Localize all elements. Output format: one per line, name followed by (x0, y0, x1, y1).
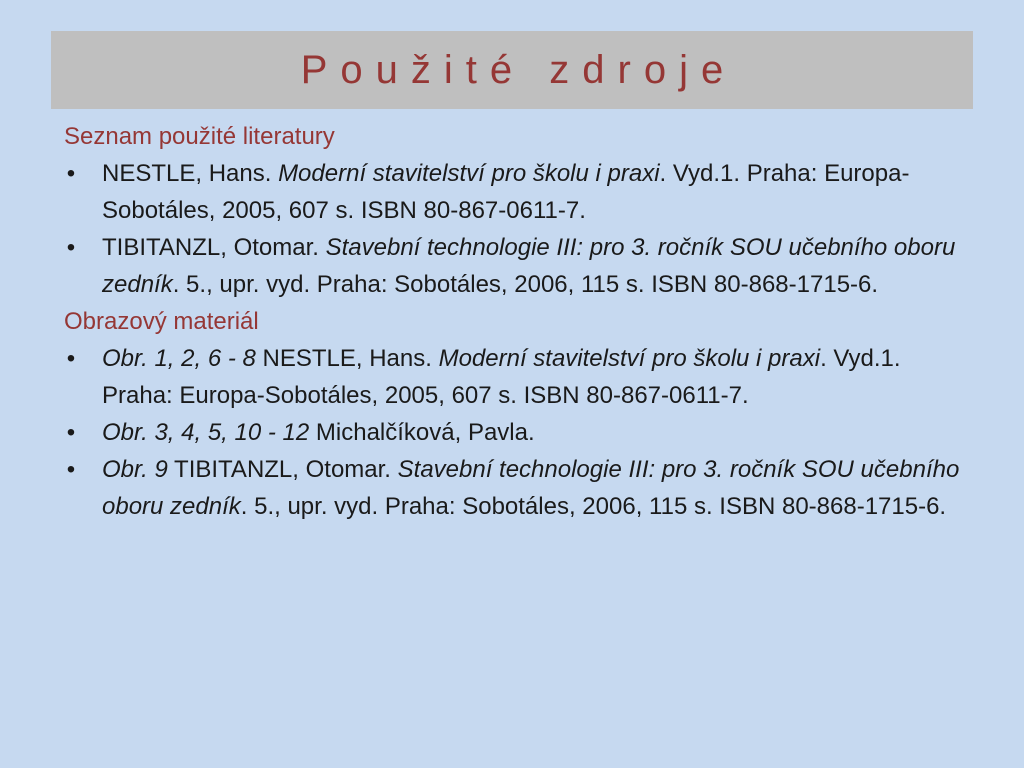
reference-segment: . Vyd.1. Praha: Europa-Sobotáles, 2005, 607 s. ISBN 80-867-0611-7. (102, 160, 910, 224)
reference-italic-segment: Moderní stavitelství pro školu i praxi (278, 160, 660, 187)
reference-item (64, 451, 964, 525)
section-heading: Obrazový materiál (64, 308, 259, 335)
reference-italic-segment: Obr. 9 (102, 456, 168, 483)
reference-text (102, 229, 964, 303)
slide-content (64, 118, 964, 525)
reference-italic-segment: Stavební technologie III: pro 3. ročník SOU učebního oboru zedník (102, 456, 960, 520)
bullet-icon: • (66, 419, 76, 446)
reference-item (64, 414, 964, 451)
reference-segment: . 5., upr. vyd. Praha: Sobotáles, 2006, 115 s. ISBN 80-868-1715-6. (240, 493, 947, 520)
reference-segment: TIBITANZL, Otomar. (167, 456, 398, 483)
reference-item (64, 340, 964, 414)
reference-text (102, 414, 964, 451)
reference-text (102, 155, 964, 229)
reference-segment: TIBITANZL, Otomar. (102, 234, 326, 261)
bullet-icon: • (66, 345, 76, 372)
slide-title: Použité zdroje (300, 47, 737, 92)
reference-segment: NESTLE, Hans. (102, 160, 279, 187)
reference-item (64, 229, 964, 303)
reference-item (64, 155, 964, 229)
reference-text (102, 451, 964, 525)
reference-segment: Michalčíková, Pavla. (309, 419, 535, 446)
section-heading: Seznam použité literatury (64, 123, 335, 150)
bullet-icon: • (66, 160, 76, 187)
bullet-icon: • (66, 456, 76, 483)
reference-segment: . 5., upr. vyd. Praha: Sobotáles, 2006, 115 s. ISBN 80-868-1715-6. (172, 271, 879, 298)
title-bar (51, 31, 973, 109)
reference-segment: . Vyd.1. Praha: Europa-Sobotáles, 2005, 607 s. ISBN 80-867-0611-7. (102, 345, 901, 409)
reference-italic-segment: Stavební technologie III: pro 3. ročník SOU učebního oboru zedník (102, 234, 956, 298)
reference-segment: NESTLE, Hans. (255, 345, 439, 372)
reference-text (102, 340, 964, 414)
bullet-icon: • (66, 234, 76, 261)
reference-italic-segment: Moderní stavitelství pro školu i praxi (438, 345, 821, 372)
reference-italic-segment: Obr. 3, 4, 5, 10 - 12 (102, 419, 310, 446)
reference-italic-segment: Obr. 1, 2, 6 - 8 (102, 345, 256, 372)
